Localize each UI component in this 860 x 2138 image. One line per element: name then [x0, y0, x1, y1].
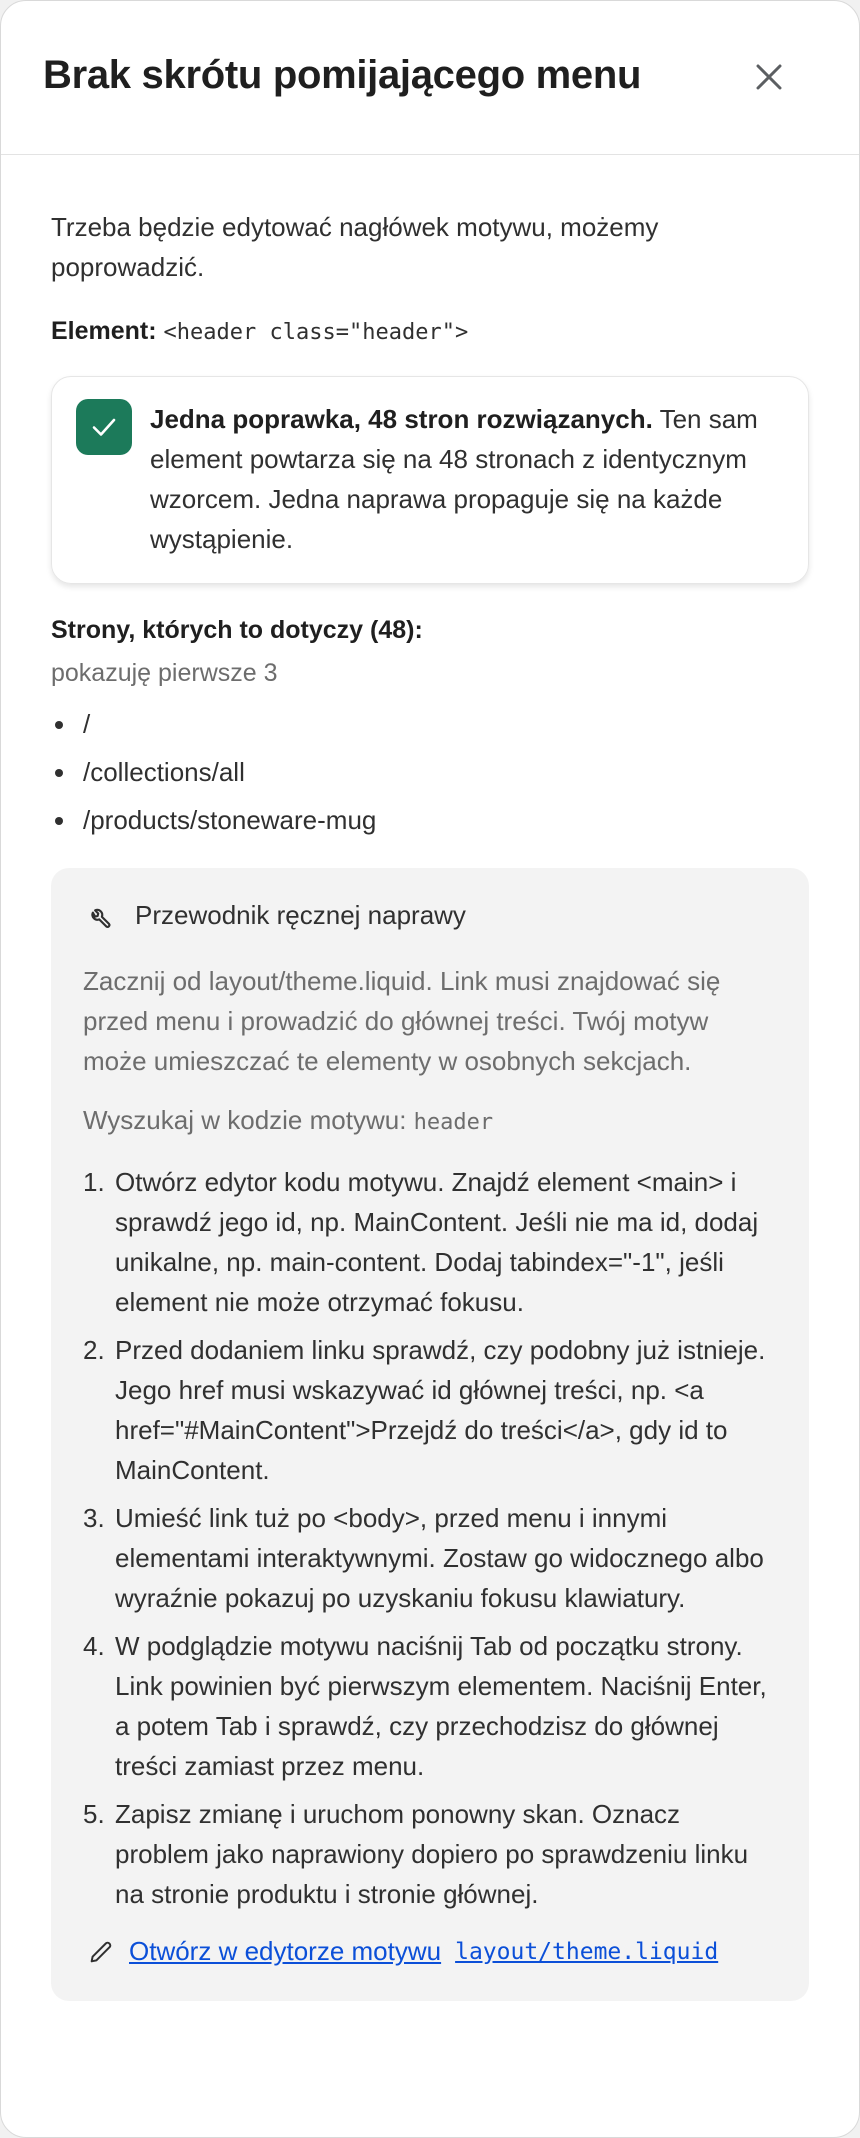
- dialog-body: [1, 155, 859, 2001]
- fix-steps: [83, 1162, 777, 1914]
- callout-text: [150, 399, 768, 559]
- pencil-icon: [87, 1938, 115, 1966]
- search-label: Wyszukaj w kodzie motywu:: [83, 1105, 414, 1135]
- fix-step: Przed dodaniem linku sprawdź, czy podobny już istnieje. Jego href musi wskazywać id głównej treści, np. <a href="#MainContent">Przejdź do treści</a>, gdy id to MainContent.: [115, 1335, 766, 1485]
- check-badge: [76, 399, 132, 455]
- search-code: header: [413, 1110, 494, 1135]
- callout-body: Ten sam element powtarza się na 48 stronach z identycznym wzorcem. Jedna naprawa propaguje się na każde wystąpienie.: [150, 404, 758, 554]
- page-item: /collections/all: [51, 748, 809, 796]
- theme-editor-row: [83, 1936, 777, 1967]
- element-line: [51, 317, 809, 346]
- fix-step: Umieść link tuż po <body>, przed menu i innymi elementami interaktywnymi. Zostaw go widocznego albo wyraźnie pokazuj po uzyskaniu fokusu klawiatury.: [115, 1503, 764, 1613]
- callout-bold: Jedna poprawka, 48 stron rozwiązanych.: [150, 404, 653, 434]
- element-label: Element:: [51, 317, 157, 345]
- guide-title: Przewodnik ręcznej naprawy: [135, 900, 466, 930]
- guide-description: Zacznij od layout/theme.liquid. Link musi znajdować się przed menu i prowadzić do głównej treści. Twój motyw może umieszczać te elementy w osobnych sekcjach.: [83, 966, 721, 1076]
- fix-step: W podglądzie motywu naciśnij Tab od początku strony. Link powinien być pierwszym elementem. Naciśnij Enter, a potem Tab i sprawdź, czy przechodzisz do głównej treści zamiast przez menu.: [115, 1631, 767, 1781]
- manual-fix-guide: [51, 868, 809, 2001]
- check-icon: [89, 412, 119, 442]
- element-code: <header class="header">: [163, 320, 469, 345]
- open-theme-editor-link[interactable]: Otwórz w edytorze motywu: [129, 1936, 442, 1966]
- affected-pages-heading: Strony, których to dotyczy (48):: [51, 616, 423, 644]
- dialog-title: Brak skrótu pomijającego menu: [43, 53, 642, 97]
- affected-pages-list: [51, 700, 809, 844]
- close-icon: [754, 62, 784, 92]
- intro-text: Trzeba będzie edytować nagłówek motywu, możemy poprowadzić.: [51, 212, 659, 282]
- wrench-icon: [85, 901, 115, 931]
- fix-step: Zapisz zmianę i uruchom ponowny skan. Oznacz problem jako naprawiony dopiero po sprawdzeniu linku na stronie produktu i stronie głównej.: [115, 1799, 749, 1909]
- affected-pages-subtitle: pokazuję pierwsze 3: [51, 659, 278, 687]
- page-item: /products/stoneware-mug: [51, 796, 809, 844]
- page-item: /: [51, 700, 809, 748]
- close-button[interactable]: [749, 57, 789, 97]
- dialog-header: [1, 1, 859, 155]
- fix-step: Otwórz edytor kodu motywu. Znajdź element <main> i sprawdź jego id, np. MainContent. Jeśli nie ma id, dodaj unikalne, np. main-content. Dodaj tabindex="-1", jeśli element nie może otrzymać fokusu.: [115, 1167, 759, 1317]
- search-hint: [83, 1105, 777, 1136]
- propagation-callout: [51, 376, 809, 584]
- theme-file-link[interactable]: layout/theme.liquid: [455, 1938, 719, 1965]
- guide-header: [83, 900, 777, 931]
